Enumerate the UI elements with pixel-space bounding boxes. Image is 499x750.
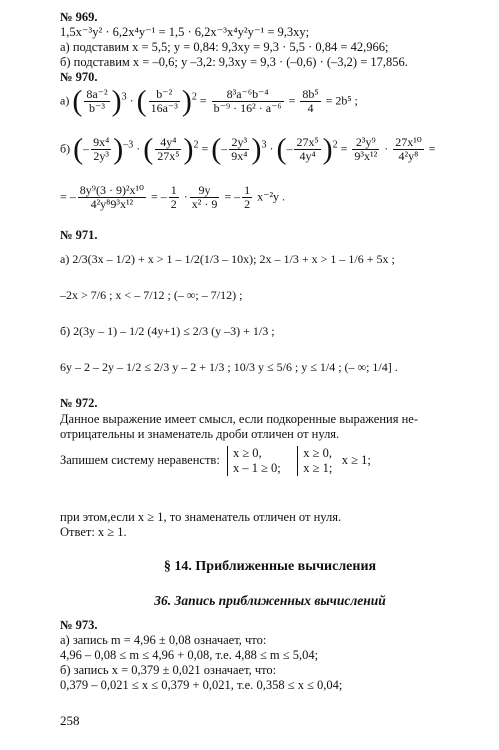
problem-972-text-3: при этом,если x ≥ 1, то знаменатель отличен от нуля.	[60, 510, 342, 524]
frac-numerator: b⁻²	[149, 88, 180, 102]
frac-numerator: 8y⁹(3 · 9)²x¹⁰	[79, 183, 144, 197]
frac-numerator: 27x⁵	[296, 135, 319, 149]
subsection-title: 36. Запись приближенных вычислений	[154, 593, 386, 608]
system-row: x – 1 ≥ 0;	[232, 461, 281, 475]
problem-973-line-1: а) запись m = 4,96 ± 0,08 означает, что:	[60, 633, 267, 647]
exponent: 2	[191, 91, 197, 103]
frac-denominator: 2y³	[93, 149, 109, 163]
system-row: x ≥ 1;	[303, 461, 333, 475]
frac-denominator: 4	[307, 101, 314, 115]
problem-970-b-continued: = – $\frac{\text{8y⁹(3 · 9)²x¹⁰}}{\text{4²y⁸9³x¹²}}$ = – $\frac{1}{2}$ · $\frac{9y}{\text{x² · 9}}$ = – $\frac{1}{2}$ x⁻²y .	[60, 183, 286, 211]
frac-denominator: x² · 9	[191, 197, 218, 211]
exponent: 3	[121, 91, 127, 103]
frac-denominator: b⁻³	[88, 101, 105, 115]
problem-973-line-2: 4,96 – 0,08 ≤ m ≤ 4,96 + 0,08, т.е. 4,88 ≤ m ≤ 5,04;	[60, 648, 319, 662]
problem-970-a: а) ( $\frac{\text{8a⁻²}}{\text{b⁻³}}$ )$^3$ · ( $\frac{\text{b⁻²}}{\text{16a⁻³}}$ )$^2$ = $\frac{\text{8³a⁻⁶b⁻⁴}}{\text{b⁻⁹ · 16² · a⁻⁶}}$ = $\frac{\text{8b⁵}}{4}$ = 2b⁵ ;	[60, 84, 358, 118]
problem-969-line-3: б) подставим x = –0,6; y –3,2: 9,3xy = 9,3 · (–0,6) · (–3,2) = 17,856.	[60, 55, 408, 69]
frac-numerator: 1	[244, 183, 251, 197]
result-text: = 2b⁵ ;	[325, 93, 358, 108]
system-intro: Запишем систему неравенств:	[60, 452, 220, 467]
problem-971-number: № 971.	[60, 228, 98, 242]
frac-numerator: 2³y⁹	[352, 136, 379, 150]
problem-973-line-3: б) запись x = 0,379 ± 0,021 означает, что:	[60, 663, 277, 677]
problem-970-number: № 970.	[60, 70, 98, 84]
problem-969-line-2: а) подставим x = 5,5; y = 0,84: 9,3xy = 9,3 · 5,5 · 0,84 = 42,966;	[60, 40, 389, 54]
result-text: x⁻²y .	[257, 189, 286, 204]
frac-denominator: 27x⁵	[157, 149, 180, 163]
frac-numerator: 8³a⁻⁶b⁻⁴	[212, 88, 284, 102]
section-title: § 14. Приближенные вычисления	[163, 559, 377, 574]
system-brace-1	[227, 446, 281, 476]
problem-971-a-result: –2x > 7/6 ; x < – 7/12 ; (– ∞; – 7/12) ;	[60, 288, 243, 302]
problem-972-answer: Ответ: x ≥ 1.	[60, 525, 127, 539]
frac-denominator: 2	[244, 197, 251, 211]
problem-970-b: б) (– $\frac{\text{9x⁴}}{\text{2y³}}$ )$^{-3}$ · ( $\frac{\text{4y⁴}}{\text{27x⁵}}$ )$^2$ = (– $\frac{\text{2y³}}{\text{9x⁴}}$ )$^3$ · (– $\frac{\text{27x⁵}}{\text{4y⁴}}$ )$^2$ = $\frac{\text{2³y⁹}}{\text{9³x¹²}}$ · $\frac{\text{27x¹⁰}}{\text{4²y⁸}}$ =	[60, 132, 436, 166]
frac-denominator: 9³x¹²	[354, 149, 378, 163]
problem-972-system	[60, 446, 371, 476]
problem-969-number: № 969.	[60, 10, 98, 24]
system-row: x ≥ 0,	[303, 446, 333, 460]
frac-denominator: 4²y⁸9³x¹²	[90, 197, 134, 211]
frac-numerator: 1	[170, 183, 177, 197]
frac-numerator: 4y⁴	[155, 136, 181, 150]
exponent: –3	[123, 139, 134, 151]
frac-numerator: 8b⁵	[302, 87, 319, 101]
frac-denominator: b⁻⁹ · 16² · a⁻⁶	[213, 101, 282, 115]
part-a-label: а)	[60, 93, 70, 108]
frac-numerator: 27x¹⁰	[395, 135, 422, 149]
problem-973-number: № 973.	[60, 618, 98, 632]
frac-numerator: 9x⁴	[93, 135, 110, 149]
problem-972-text-1: Данное выражение имеет смысл, если подкоренные выражения не-	[60, 412, 418, 426]
exponent: 2	[193, 139, 199, 151]
frac-numerator: 2y³	[229, 136, 249, 150]
frac-denominator: 16a⁻³	[150, 101, 178, 115]
system-row: x ≥ 0,	[232, 446, 262, 460]
exponent: 2	[332, 139, 338, 151]
frac-denominator: 2	[170, 197, 177, 211]
exponent: 3	[261, 139, 267, 151]
frac-denominator: 9x⁴	[231, 149, 248, 163]
frac-numerator: 9y	[190, 184, 220, 198]
page-number: 258	[60, 713, 80, 728]
problem-972-text-2: отрицательны и знаменатель дроби отличен от нуля.	[60, 427, 340, 441]
frac-denominator: 4y⁴	[299, 149, 316, 163]
problem-971-b-line: б) 2(3y – 1) – 1/2 (4y+1) ≤ 2/3 (y –3) + 1/3 ;	[60, 324, 275, 338]
problem-971-b-result: 6y – 2 – 2y – 1/2 ≤ 2/3 y – 2 + 1/3 ; 10/3 y ≤ 5/6 ; y ≤ 1/4 ; (– ∞; 1/4] .	[60, 360, 398, 374]
frac-denominator: 4²y⁸	[398, 149, 419, 163]
problem-971-a-line: а) 2/3(3x – 1/2) + x > 1 – 1/2(1/3 – 10x); 2x – 1/3 + x > 1 – 1/6 + 5x ;	[60, 252, 395, 266]
problem-972-number: № 972.	[60, 396, 98, 410]
frac-numerator: 8a⁻²	[86, 87, 108, 101]
problem-973-line-4: 0,379 – 0,021 ≤ x ≤ 0,379 + 0,021, т.е. 0,358 ≤ x ≤ 0,04;	[60, 678, 343, 692]
system-brace-2	[297, 446, 332, 476]
part-b-label: б)	[60, 141, 71, 156]
problem-969-line-1: 1,5x⁻³y² · 6,2x⁴y⁻¹ = 1,5 · 6,2x⁻³x⁴y²y⁻¹ = 9,3xy;	[60, 25, 310, 39]
system-result: x ≥ 1;	[341, 452, 371, 467]
